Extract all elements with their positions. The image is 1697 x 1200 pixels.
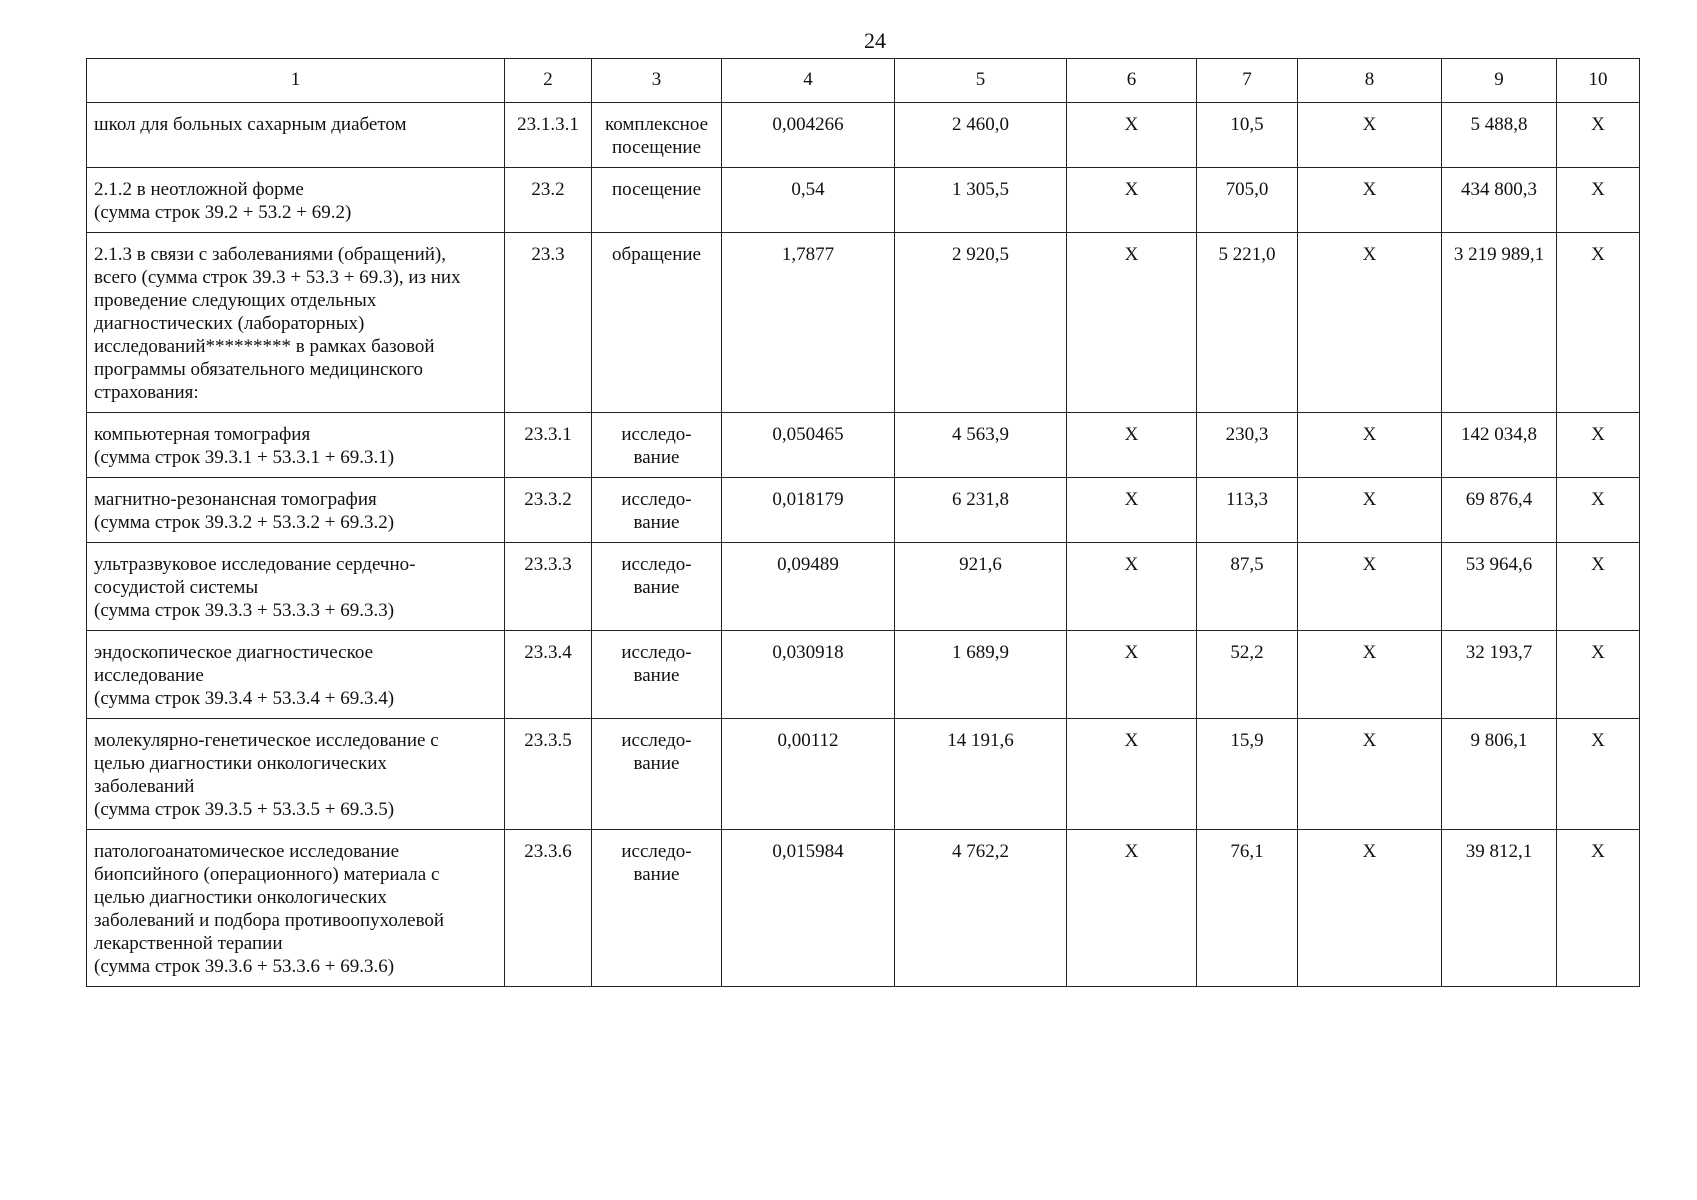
table-row: [87, 478, 1640, 543]
row-description: компьютерная томография (сумма строк 39.3.1 + 53.3.1 + 69.3.1): [87, 413, 505, 478]
value-cell: 2 460,0: [895, 103, 1067, 168]
value-cell: 1 689,9: [895, 631, 1067, 719]
unit-cell: исследо- вание: [592, 631, 722, 719]
table-row: [87, 233, 1640, 413]
column-header: 7: [1197, 59, 1298, 103]
value-cell: Х: [1067, 830, 1197, 987]
table-row: [87, 631, 1640, 719]
value-cell: Х: [1557, 413, 1640, 478]
table-row: [87, 168, 1640, 233]
value-cell: 15,9: [1197, 719, 1298, 830]
data-table: [86, 58, 1640, 987]
value-cell: Х: [1067, 413, 1197, 478]
row-number: 23.3: [505, 233, 592, 413]
row-number: 23.1.3.1: [505, 103, 592, 168]
value-cell: Х: [1298, 631, 1442, 719]
row-description: школ для больных сахарным диабетом: [87, 103, 505, 168]
value-cell: 1,7877: [722, 233, 895, 413]
row-description: 2.1.3 в связи с заболеваниями (обращений), всего (сумма строк 39.3 + 53.3 + 69.3), из них проведение следующих отдельных диагностических (лабораторных) исследований********* в рамках базовой программы обязательного медицинского страхования:: [87, 233, 505, 413]
value-cell: 6 231,8: [895, 478, 1067, 543]
row-description: патологоанатомическое исследование биопсийного (операционного) материала с целью диагностики онкологических заболеваний и подбора противоопухолевой лекарственной терапии (сумма строк 39.3.6 + 53.3.6 + 69.3.6): [87, 830, 505, 987]
value-cell: Х: [1557, 233, 1640, 413]
unit-cell: исследо- вание: [592, 543, 722, 631]
value-cell: 76,1: [1197, 830, 1298, 987]
row-description: магнитно-резонансная томография (сумма строк 39.3.2 + 53.3.2 + 69.3.2): [87, 478, 505, 543]
row-description: ультразвуковое исследование сердечно- сосудистой системы (сумма строк 39.3.3 + 53.3.3 + 69.3.3): [87, 543, 505, 631]
value-cell: Х: [1557, 719, 1640, 830]
column-header: 8: [1298, 59, 1442, 103]
row-number: 23.3.1: [505, 413, 592, 478]
row-description: эндоскопическое диагностическое исследование (сумма строк 39.3.4 + 53.3.4 + 69.3.4): [87, 631, 505, 719]
value-cell: 1 305,5: [895, 168, 1067, 233]
row-number: 23.3.5: [505, 719, 592, 830]
value-cell: 5 221,0: [1197, 233, 1298, 413]
value-cell: 4 563,9: [895, 413, 1067, 478]
value-cell: Х: [1557, 631, 1640, 719]
value-cell: 0,030918: [722, 631, 895, 719]
unit-cell: исследо- вание: [592, 413, 722, 478]
value-cell: Х: [1067, 168, 1197, 233]
value-cell: 69 876,4: [1442, 478, 1557, 543]
value-cell: Х: [1067, 233, 1197, 413]
value-cell: 14 191,6: [895, 719, 1067, 830]
row-number: 23.3.3: [505, 543, 592, 631]
value-cell: 113,3: [1197, 478, 1298, 543]
value-cell: Х: [1298, 233, 1442, 413]
value-cell: 0,018179: [722, 478, 895, 543]
value-cell: 9 806,1: [1442, 719, 1557, 830]
row-description: 2.1.2 в неотложной форме (сумма строк 39.2 + 53.2 + 69.2): [87, 168, 505, 233]
table-row: [87, 413, 1640, 478]
value-cell: 0,09489: [722, 543, 895, 631]
value-cell: Х: [1298, 413, 1442, 478]
value-cell: Х: [1557, 830, 1640, 987]
value-cell: Х: [1298, 478, 1442, 543]
value-cell: 87,5: [1197, 543, 1298, 631]
value-cell: 52,2: [1197, 631, 1298, 719]
value-cell: Х: [1298, 103, 1442, 168]
table-row: [87, 830, 1640, 987]
column-header: 9: [1442, 59, 1557, 103]
value-cell: 434 800,3: [1442, 168, 1557, 233]
value-cell: Х: [1298, 168, 1442, 233]
column-header: 5: [895, 59, 1067, 103]
column-header: 10: [1557, 59, 1640, 103]
unit-cell: обращение: [592, 233, 722, 413]
value-cell: Х: [1557, 543, 1640, 631]
column-header: 4: [722, 59, 895, 103]
value-cell: 3 219 989,1: [1442, 233, 1557, 413]
value-cell: 0,004266: [722, 103, 895, 168]
row-number: 23.3.4: [505, 631, 592, 719]
value-cell: 142 034,8: [1442, 413, 1557, 478]
value-cell: Х: [1067, 543, 1197, 631]
value-cell: Х: [1067, 719, 1197, 830]
value-cell: Х: [1067, 103, 1197, 168]
unit-cell: исследо- вание: [592, 830, 722, 987]
value-cell: 0,54: [722, 168, 895, 233]
unit-cell: исследо- вание: [592, 719, 722, 830]
value-cell: 4 762,2: [895, 830, 1067, 987]
value-cell: Х: [1298, 830, 1442, 987]
row-number: 23.3.6: [505, 830, 592, 987]
column-header: 3: [592, 59, 722, 103]
column-header: 1: [87, 59, 505, 103]
value-cell: 10,5: [1197, 103, 1298, 168]
table-row: [87, 719, 1640, 830]
column-header: 2: [505, 59, 592, 103]
value-cell: 5 488,8: [1442, 103, 1557, 168]
value-cell: Х: [1067, 478, 1197, 543]
value-cell: 0,050465: [722, 413, 895, 478]
unit-cell: комплексное посещение: [592, 103, 722, 168]
row-number: 23.2: [505, 168, 592, 233]
value-cell: Х: [1298, 543, 1442, 631]
value-cell: 32 193,7: [1442, 631, 1557, 719]
header-row: [87, 59, 1640, 103]
value-cell: 0,00112: [722, 719, 895, 830]
value-cell: 53 964,6: [1442, 543, 1557, 631]
value-cell: 2 920,5: [895, 233, 1067, 413]
value-cell: Х: [1067, 631, 1197, 719]
value-cell: Х: [1557, 103, 1640, 168]
row-description: молекулярно-генетическое исследование с целью диагностики онкологических заболеваний (сумма строк 39.3.5 + 53.3.5 + 69.3.5): [87, 719, 505, 830]
page-number: 24: [864, 28, 886, 53]
value-cell: 921,6: [895, 543, 1067, 631]
column-header: 6: [1067, 59, 1197, 103]
value-cell: 230,3: [1197, 413, 1298, 478]
row-number: 23.3.2: [505, 478, 592, 543]
table-row: [87, 543, 1640, 631]
unit-cell: исследо- вание: [592, 478, 722, 543]
unit-cell: посещение: [592, 168, 722, 233]
value-cell: 0,015984: [722, 830, 895, 987]
table-row: [87, 103, 1640, 168]
value-cell: Х: [1557, 168, 1640, 233]
value-cell: Х: [1298, 719, 1442, 830]
value-cell: 39 812,1: [1442, 830, 1557, 987]
value-cell: 705,0: [1197, 168, 1298, 233]
value-cell: Х: [1557, 478, 1640, 543]
